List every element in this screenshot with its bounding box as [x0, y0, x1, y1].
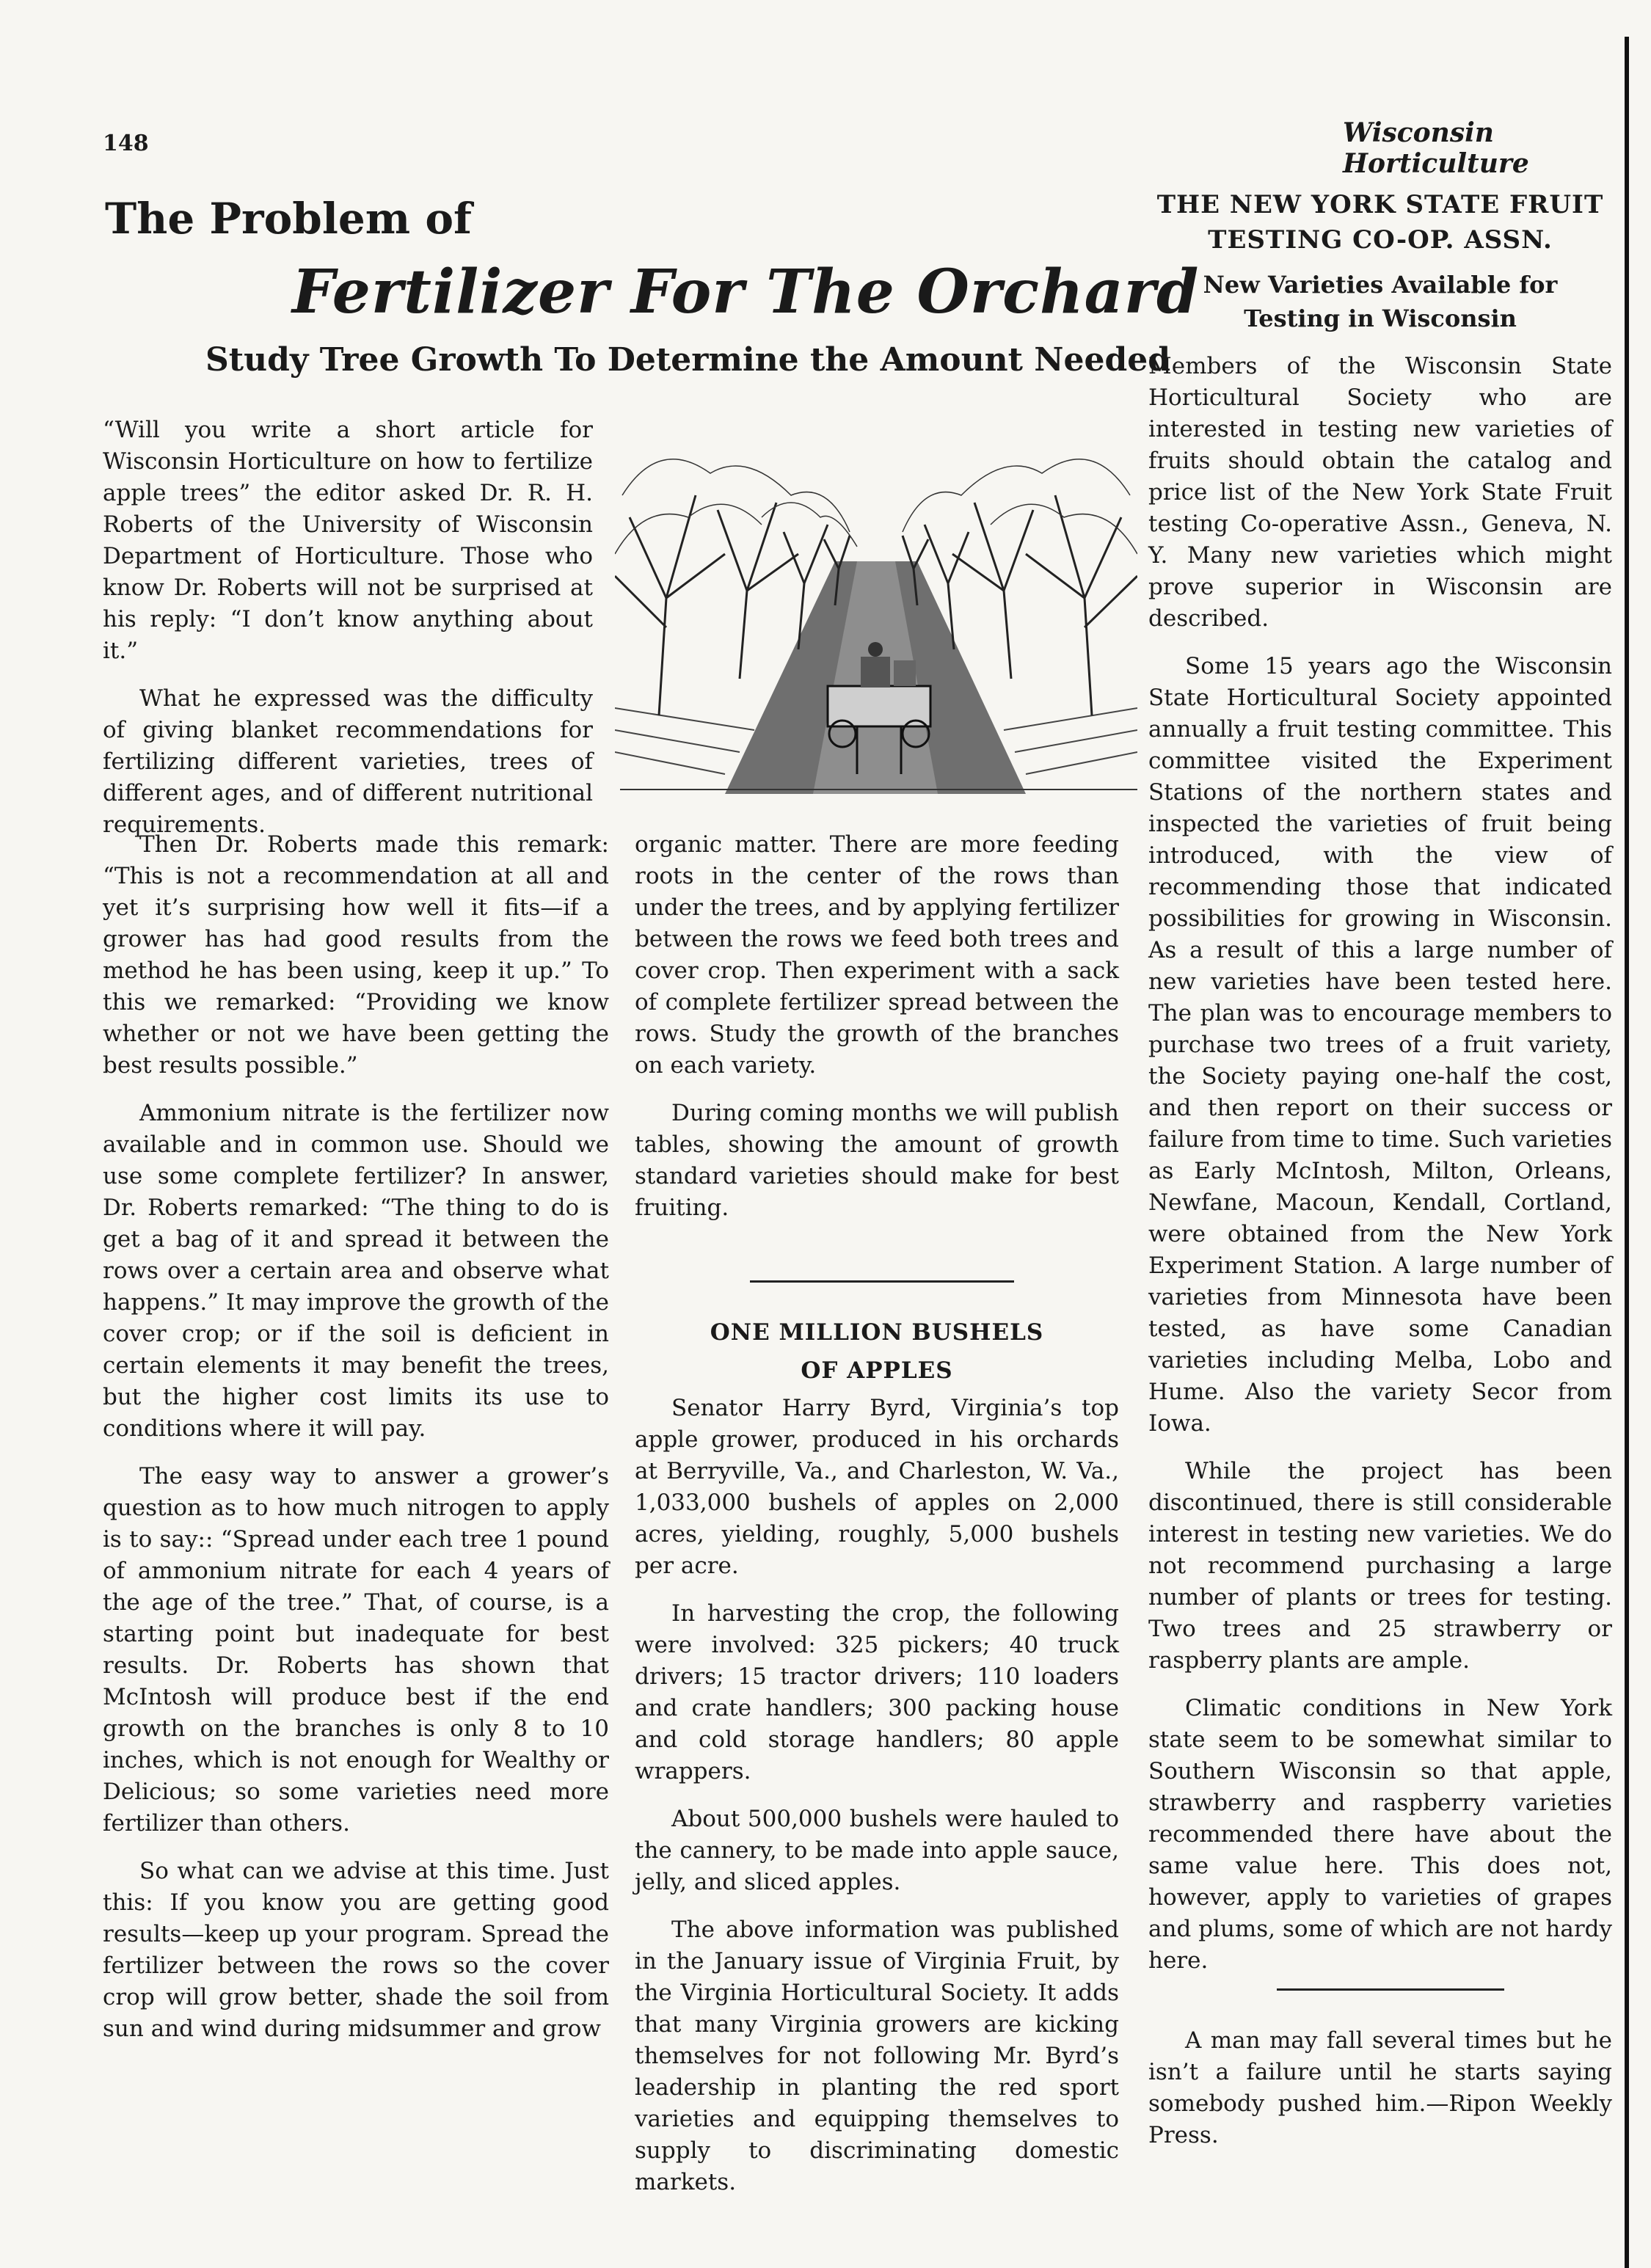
paragraph: Climatic conditions in New York state seem to be somewhat similar to Southern Wisconsin so that apple, strawberry and raspberry varieties recommended there have about the same value here. This does not, however, apply to varieties of grapes and plums, some of which are not hardy here. — [1148, 1695, 1612, 1974]
quote-paragraph: A man may fall several times but he isn’t a failure until he starts saying somebody pushed him.—Ripon Weekly Press. — [1148, 2027, 1612, 2148]
article-column-1-top — [103, 415, 593, 857]
newyork-title — [1148, 187, 1612, 258]
paragraph: “Will you write a short article for Wisconsin Horticulture on how to fertilize apple trees” the editor asked Dr. R. H. Roberts of the University of Wisconsin Department of Horticulture. Those who know Dr. Roberts will not be surprised at his reply: “I don’t know anything about it.” — [103, 417, 593, 664]
article-column-1 — [103, 829, 609, 2061]
section-divider — [750, 1280, 1014, 1283]
article-title-line2: Fertilizer For The Orchard — [292, 257, 1200, 327]
apples-title — [635, 1313, 1119, 1390]
illustration-rule — [620, 789, 1137, 790]
paragraph: Members of the Wisconsin State Horticultural Society who are interested in testing new varieties of fruits should obtain the catalog and price list of the New York State Fruit testing Co-operative Assn., Geneva, N. Y. Many new varieties which might prove superior in Wisconsin are described. — [1148, 353, 1612, 632]
newyork-column — [1148, 351, 1612, 1993]
paragraph: While the project has been discontinued, there is still considerable interest in testing new varieties. We do not recommend purchasing a large number of plants or trees for testing. Two trees and 25 strawberry or raspberry plants are ample. — [1148, 1458, 1612, 1674]
paragraph: So what can we advise at this time. Just this: If you know you are getting good results—keep up your program. Spread the fertilizer between the rows so the cover crop will grow better, shade the soil from sun and wind during midsummer and grow — [103, 1858, 609, 2042]
apples-column — [635, 1393, 1119, 2214]
article-column-2 — [635, 829, 1119, 1240]
section-divider — [1277, 1988, 1504, 1991]
newyork-subtitle-line1: New Varieties Available for — [1203, 271, 1558, 299]
paragraph: During coming months we will publish tables, showing the amount of growth standard varieties should make for best fruiting. — [635, 1100, 1119, 1221]
paragraph: The above information was published in the January issue of Virginia Fruit, by the Virginia Horticultural Society. It adds that many Virginia growers are kicking themselves for not following Mr. Byrd’s leadership in planting the red sport varieties and equipping themselves to supply to discriminating domestic markets. — [635, 1917, 1119, 2195]
apples-title-line2: OF APPLES — [801, 1357, 953, 1384]
paragraph: What he expressed was the difficulty of giving blanket recommendations for fertilizing different varieties, trees of different ages, and of different nutritional requirements. — [103, 685, 593, 838]
paragraph: organic matter. There are more feeding roots in the center of the rows than under the trees, and by applying fertilizer between the rows we feed both trees and cover crop. Then experiment with a sack of complete fertilizer spread between the rows. Study the growth of the branches on each variety. — [635, 831, 1119, 1079]
page-edge — [1625, 37, 1629, 2268]
article-subtitle: Study Tree Growth To Determine the Amount Needed — [205, 341, 1170, 379]
quote-column — [1148, 2025, 1612, 2167]
article-title-line1: The Problem of — [105, 194, 472, 244]
paragraph: Some 15 years ago the Wisconsin State Horticultural Society appointed annually a fruit testing committee. This committee visited the Experiment Stations of the northern states and inspected the varieties of fruit being introduced, with the view of recommending those that indicated possibilities for growing in Wisconsin. As a result of this a large number of new varieties have been tested here. The plan was to encourage members to purchase two trees of a fruit variety, the Society paying one-half the cost, and then report on their success or failure from time to time. Such varieties as Early McIntosh, Milton, Orleans, Newfane, Macoun, Kendall, Cortland, were obtained from the New York Experiment Station. A large number of varieties from Minnesota have been tested, as have some Canadian varieties including Melba, Lobo and Hume. Also the variety Secor from Iowa. — [1148, 653, 1612, 1437]
paragraph: In harvesting the crop, the following were involved: 325 pickers; 40 truck drivers; 15 tractor drivers; 110 loaders and crate handlers; 300 packing house and cold storage handlers; 80 apple wrappers. — [635, 1600, 1119, 1784]
apples-title-line1: ONE MILLION BUSHELS — [710, 1319, 1044, 1346]
running-title: Wisconsin Horticulture — [1343, 117, 1529, 179]
orchard-illustration — [615, 407, 1137, 794]
paragraph: The easy way to answer a grower’s question as to how much nitrogen to apply is to say:: “Spread under each tree 1 pound of ammonium nitrate for each 4 years of the age of the tree.” That, of course, is a starting point but inadequate for best results. Dr. Roberts has shown that McIntosh will produce best if the end growth on the branches is only 8 to 10 inches, which is not enough for Wealthy or Delicious; so some varieties need more fertilizer than others. — [103, 1463, 609, 1837]
paragraph: Senator Harry Byrd, Virginia’s top apple grower, produced in his orchards at Berryville, Va., and Charleston, W. Va., 1,033,000 bushels of apples on 2,000 acres, yielding, roughly, 5,000 bushels per acre. — [635, 1395, 1119, 1579]
page-number: 148 — [103, 131, 149, 156]
paragraph: Ammonium nitrate is the fertilizer now available and in common use. Should we use some complete fertilizer? In answer, Dr. Roberts remarked: “The thing to do is get a bag of it and spread it between the rows over a certain area and observe what happens.” It may improve the growth of the cover crop; or if the soil is deficient in certain elements it may benefit the trees, but the higher cost limits its use to conditions where it will pay. — [103, 1100, 609, 1442]
newyork-title-line1: THE NEW YORK STATE FRUIT — [1156, 190, 1604, 219]
paragraph: About 500,000 bushels were hauled to the cannery, to be made into apple sauce, jelly, and sliced apples. — [635, 1806, 1119, 1895]
paragraph: Then Dr. Roberts made this remark: “This is not a recommendation at all and yet it’s surprising how well it fits—if a grower has had good results from the method he has been using, keep it up.” To this we remarked: “Providing we know whether or not we have been getting the best results possible.” — [103, 831, 609, 1079]
newyork-subtitle — [1148, 268, 1612, 335]
newyork-title-line2: TESTING CO-OP. ASSN. — [1208, 225, 1553, 255]
newyork-subtitle-line2: Testing in Wisconsin — [1244, 305, 1517, 332]
